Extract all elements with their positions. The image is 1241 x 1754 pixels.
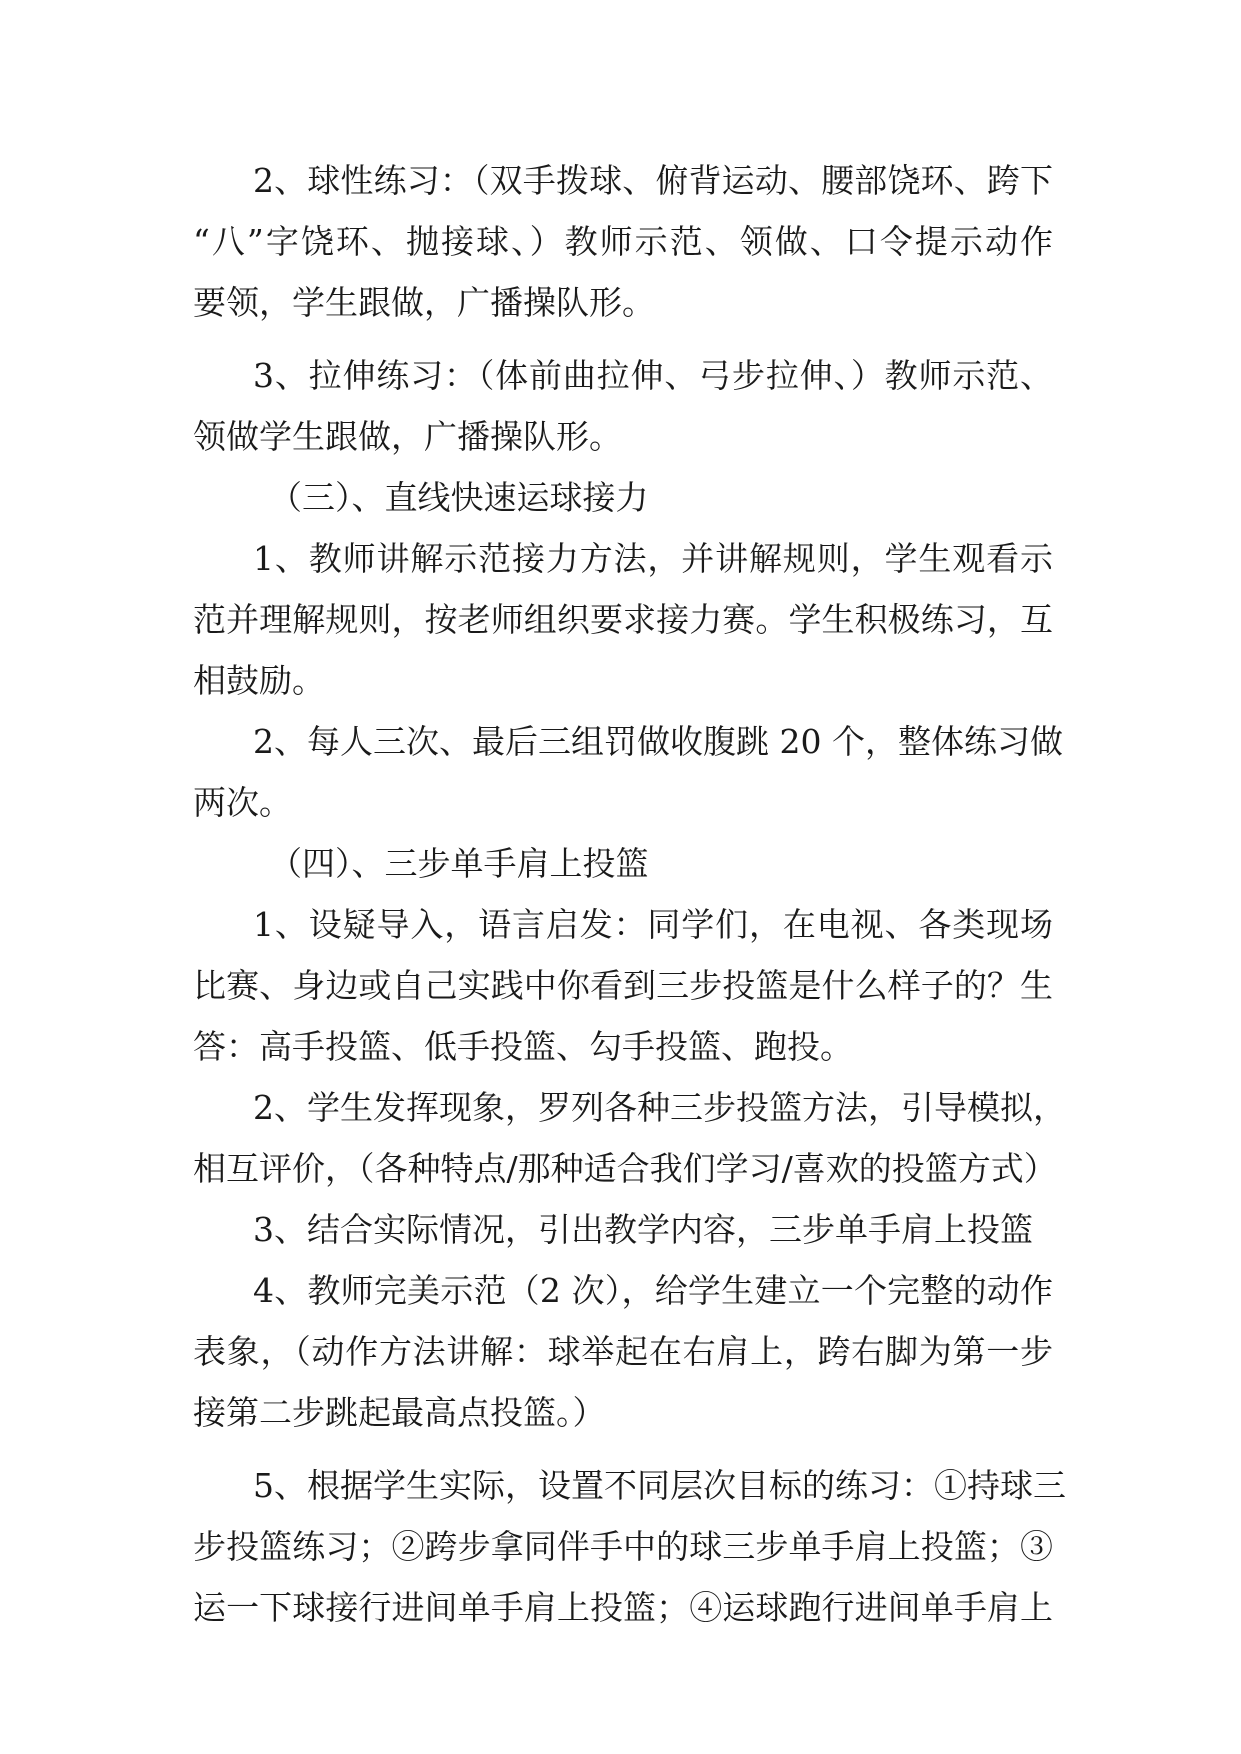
paragraph-line: 范并理解规则，按老师组织要求接力赛。学生积极练习，互 <box>193 600 1053 639</box>
paragraph-line: 3、拉伸练习：（体前曲拉伸、弓步拉伸、）教师示范、 <box>253 356 1053 395</box>
paragraph-line: 5、根据学生实际，设置不同层次目标的练习：①持球三 <box>253 1466 1066 1505</box>
paragraph-line: 相互评价，（各种特点/那种适合我们学习/喜欢的投篮方式） <box>193 1149 1057 1188</box>
paragraph-line: 3、结合实际情况，引出教学内容，三步单手肩上投篮 <box>253 1210 1033 1249</box>
section-heading: （三）、直线快速运球接力 <box>269 478 649 517</box>
paragraph-line: 4、教师完美示范（2 次），给学生建立一个完整的动作 <box>253 1271 1053 1310</box>
paragraph-line: 步投篮练习；②跨步拿同伴手中的球三步单手肩上投篮；③ <box>193 1527 1053 1566</box>
paragraph-line: 两次。 <box>193 783 292 822</box>
paragraph-line: 1、教师讲解示范接力方法，并讲解规则，学生观看示 <box>253 539 1053 578</box>
section-heading: （四）、三步单手肩上投篮 <box>269 844 649 883</box>
paragraph-line: 运一下球接行进间单手肩上投篮；④运球跑行进间单手肩上 <box>193 1588 1053 1627</box>
paragraph-line: 2、球性练习：（双手拨球、俯背运动、腰部饶环、跨下 <box>253 161 1053 200</box>
paragraph-line: 比赛、身边或自己实践中你看到三步投篮是什么样子的？生 <box>193 966 1053 1005</box>
document-page <box>193 150 1066 1638</box>
paragraph-line: 1、设疑导入，语言启发：同学们，在电视、各类现场 <box>253 905 1053 944</box>
paragraph-line: 表象，（动作方法讲解：球举起在右肩上，跨右脚为第一步 <box>193 1332 1053 1371</box>
paragraph-line: 领做学生跟做，广播操队形。 <box>193 417 622 456</box>
paragraph-line: 相鼓励。 <box>193 661 325 700</box>
paragraph-line: 2、每人三次、最后三组罚做收腹跳 20 个，整体练习做 <box>253 722 1063 761</box>
paragraph-line: “八”字饶环、抛接球、）教师示范、领做、口令提示动作 <box>193 222 1053 261</box>
paragraph-line: 接第二步跳起最高点投篮。） <box>193 1393 606 1432</box>
paragraph-line: 2、学生发挥现象，罗列各种三步投篮方法，引导模拟， <box>253 1088 1066 1127</box>
paragraph-line: 要领，学生跟做，广播操队形。 <box>193 283 655 322</box>
paragraph-line: 答：高手投篮、低手投篮、勾手投篮、跑投。 <box>193 1027 853 1066</box>
